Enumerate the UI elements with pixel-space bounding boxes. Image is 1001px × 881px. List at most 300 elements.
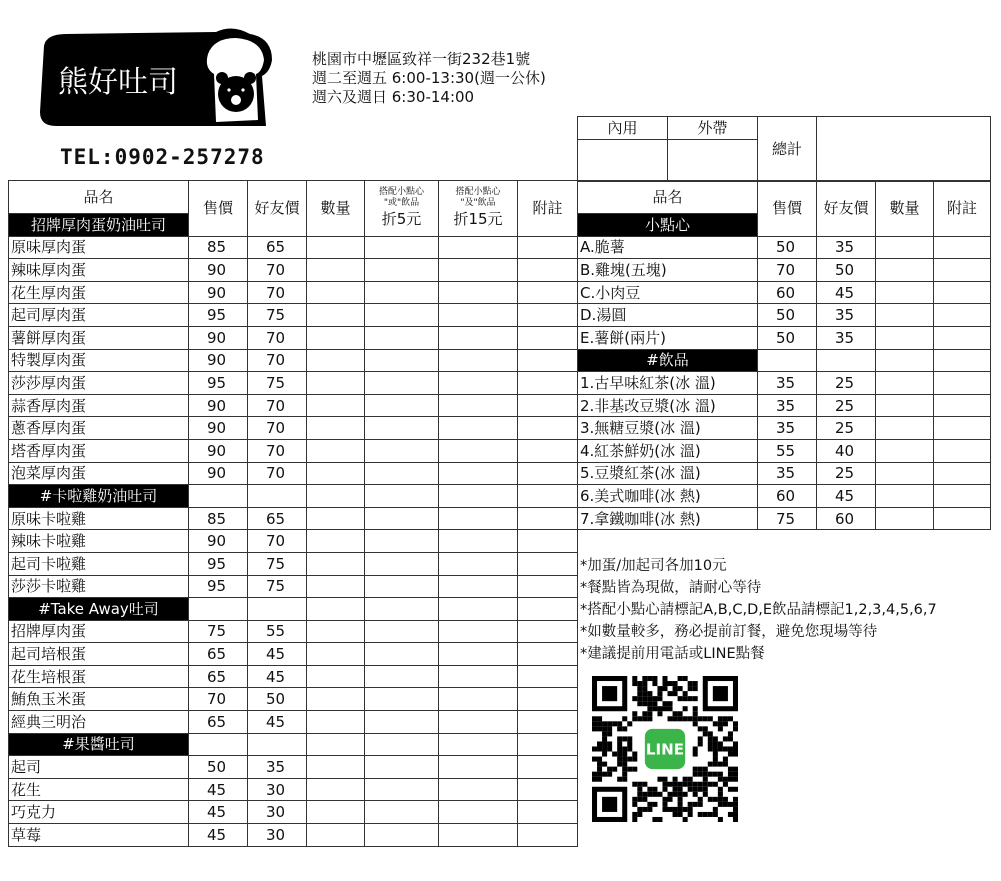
entry-field[interactable] [439,665,518,688]
entry-field[interactable] [518,281,578,304]
combo-or-line1: 搭配小點心 [378,187,424,198]
item-name: 花生 [9,778,189,801]
item-friend-price: 75 [248,372,307,395]
entry-field[interactable] [934,236,991,259]
entry-field[interactable] [365,665,439,688]
qty-field[interactable] [876,485,934,508]
item-name: 巧克力 [9,801,189,824]
qty-field[interactable] [307,507,365,530]
entry-field[interactable] [365,530,439,553]
entry-field[interactable] [518,643,578,666]
table-row [9,417,578,440]
item-price: 90 [189,326,248,349]
entry-field[interactable] [439,281,518,304]
item-name: E.薯餅(兩片) [578,326,758,349]
qty-field[interactable] [307,326,365,349]
entry-field[interactable] [439,756,518,779]
qty-field[interactable] [876,304,934,327]
table-row [9,349,578,372]
entry-field[interactable] [365,236,439,259]
entry-field[interactable] [365,824,439,847]
qty-field[interactable] [307,304,365,327]
qty-field[interactable] [876,281,934,304]
qty-field[interactable] [307,236,365,259]
qty-field[interactable] [876,394,934,417]
entry-field[interactable] [365,507,439,530]
item-name: 莎莎卡啦雞 [9,575,189,598]
item-friend-price: 70 [248,530,307,553]
entry-field[interactable] [365,259,439,282]
qty-field[interactable] [307,575,365,598]
blank-cell [248,598,307,621]
header-name: 品名 [9,181,189,214]
entry-field[interactable] [518,665,578,688]
item-name: 辣味卡啦雞 [9,530,189,553]
note-item: *餐點皆為現做，請耐心等待 [580,580,762,596]
table-row [9,688,578,711]
entry-field[interactable] [934,259,991,282]
table-row [9,575,578,598]
combo-or-line2: "或"飲品 [383,198,420,209]
entry-field[interactable] [439,575,518,598]
qty-field[interactable] [307,756,365,779]
item-price: 65 [189,643,248,666]
qty-field[interactable] [307,349,365,372]
table-row [9,439,578,462]
entry-field[interactable] [365,417,439,440]
item-friend-price: 70 [248,281,307,304]
item-friend-price: 60 [817,507,876,530]
entry-field[interactable] [365,711,439,734]
entry-field[interactable] [439,462,518,485]
entry-field[interactable] [439,326,518,349]
qty-field[interactable] [307,394,365,417]
entry-field[interactable] [934,507,991,530]
qty-field[interactable] [307,530,365,553]
item-price: 35 [758,462,817,485]
item-name: 蒜香厚肉蛋 [9,394,189,417]
blank-cell[interactable] [307,733,365,756]
note-item: *搭配小點心請標記A,B,C,D,E飲品請標記1,2,3,4,5,6,7 [580,602,937,618]
blank-cell[interactable] [876,349,934,372]
qty-field[interactable] [876,507,934,530]
qty-field[interactable] [307,711,365,734]
item-price: 90 [189,530,248,553]
combo-or-line3: 折5元 [381,210,422,229]
item-price: 55 [758,439,817,462]
blank-cell[interactable] [518,598,578,621]
table-row [578,507,991,530]
entry-field[interactable] [439,439,518,462]
entry-field[interactable] [439,394,518,417]
entry-field[interactable] [365,620,439,643]
entry-field[interactable] [518,439,578,462]
note-item: *加蛋/加起司各加10元 [580,558,727,574]
entry-field[interactable] [365,801,439,824]
item-friend-price: 45 [248,711,307,734]
table-row [9,281,578,304]
item-price: 90 [189,259,248,282]
entry-field[interactable] [365,462,439,485]
entry-field[interactable] [934,304,991,327]
item-name: 6.美式咖啡(冰 熱) [578,485,758,508]
item-friend-price: 25 [817,462,876,485]
takeout-label: 外帶 [668,117,758,140]
section-row [578,349,991,372]
entry-field[interactable] [934,394,991,417]
section-header: #果醬吐司 [9,733,189,756]
item-price: 65 [189,711,248,734]
item-price: 60 [758,281,817,304]
item-friend-price: 40 [817,439,876,462]
entry-field[interactable] [365,552,439,575]
item-price: 95 [189,575,248,598]
item-name: 起司厚肉蛋 [9,304,189,327]
item-price: 90 [189,462,248,485]
entry-field[interactable] [518,236,578,259]
item-friend-price: 65 [248,507,307,530]
entry-field[interactable] [518,372,578,395]
qty-field[interactable] [307,801,365,824]
table-row [578,304,991,327]
qty-field[interactable] [307,281,365,304]
blank-cell[interactable] [307,485,365,508]
entry-field[interactable] [439,507,518,530]
item-friend-price: 70 [248,417,307,440]
item-name: 起司 [9,756,189,779]
blank-cell[interactable] [439,733,518,756]
table-row [9,778,578,801]
blank-cell [248,485,307,508]
notes [580,555,937,665]
header-friend-price: 好友價 [248,181,307,237]
phone: TEL:0902-257278 [60,145,265,169]
qty-field[interactable] [307,620,365,643]
entry-field[interactable] [365,688,439,711]
takeout-field[interactable] [668,139,758,181]
header-qty: 數量 [876,181,934,237]
item-name: 辣味厚肉蛋 [9,259,189,282]
section-row [9,598,578,621]
entry-field[interactable] [518,304,578,327]
item-name: 塔香厚肉蛋 [9,439,189,462]
entry-field[interactable] [439,643,518,666]
qty-field[interactable] [307,552,365,575]
qty-field[interactable] [307,462,365,485]
table-row [578,372,991,395]
entry-field[interactable] [439,620,518,643]
item-name: 2.非基改豆漿(冰 溫) [578,394,758,417]
combo-and-line1: 搭配小點心 [455,187,501,198]
entry-field[interactable] [439,236,518,259]
total-field[interactable] [817,117,991,182]
blank-cell[interactable] [365,485,439,508]
combo-and-line3: 折15元 [453,210,503,229]
entry-field[interactable] [518,756,578,779]
blank-cell[interactable] [307,598,365,621]
entry-field[interactable] [365,643,439,666]
note-item: *如數量較多，務必提前訂餐，避免您現場等待 [580,624,878,640]
item-price: 90 [189,394,248,417]
table-row [9,394,578,417]
table-row [9,824,578,847]
entry-field[interactable] [934,485,991,508]
item-friend-price: 70 [248,259,307,282]
blank-cell[interactable] [439,485,518,508]
entry-field[interactable] [934,281,991,304]
qty-field[interactable] [307,439,365,462]
entry-field[interactable] [518,575,578,598]
item-name: 鮪魚玉米蛋 [9,688,189,711]
qty-field[interactable] [307,643,365,666]
item-friend-price: 25 [817,394,876,417]
combo-and-line2: "及"飲品 [460,198,496,209]
qty-field[interactable] [876,372,934,395]
table-row [9,372,578,395]
qty-field[interactable] [876,439,934,462]
table-row [9,530,578,553]
entry-field[interactable] [518,552,578,575]
header-price: 售價 [189,181,248,237]
table-row [9,665,578,688]
item-friend-price: 70 [248,326,307,349]
entry-field[interactable] [365,756,439,779]
entry-field[interactable] [439,530,518,553]
item-friend-price: 35 [817,326,876,349]
qty-field[interactable] [307,417,365,440]
section-row [9,485,578,508]
entry-field[interactable] [518,417,578,440]
item-friend-price: 70 [248,462,307,485]
item-friend-price: 75 [248,552,307,575]
entry-field[interactable] [518,711,578,734]
item-friend-price: 55 [248,620,307,643]
blank-cell[interactable] [934,349,991,372]
item-friend-price: 45 [248,665,307,688]
item-name: 7.拿鐵咖啡(冰 熱) [578,507,758,530]
item-friend-price: 75 [248,304,307,327]
section-header: #卡啦雞奶油吐司 [9,485,189,508]
item-name: 5.豆漿紅茶(冰 溫) [578,462,758,485]
qty-field[interactable] [876,417,934,440]
entry-field[interactable] [518,462,578,485]
hours-weekday: 週二至週五 6:00-13:30(週一公休) [312,69,546,87]
entry-field[interactable] [439,552,518,575]
entry-field[interactable] [365,778,439,801]
table-row [578,439,991,462]
entry-field[interactable] [439,688,518,711]
qty-field[interactable] [876,259,934,282]
item-price: 65 [189,665,248,688]
table-row [578,236,991,259]
entry-field[interactable] [518,688,578,711]
blank-cell [189,733,248,756]
item-price: 45 [189,824,248,847]
entry-field[interactable] [518,326,578,349]
blank-cell[interactable] [365,598,439,621]
entry-field[interactable] [518,801,578,824]
header-note: 附註 [934,181,991,237]
table-row [578,485,991,508]
entry-field[interactable] [439,259,518,282]
left-menu-table [8,180,578,847]
item-price: 70 [189,688,248,711]
item-friend-price: 35 [817,236,876,259]
entry-field[interactable] [934,462,991,485]
table-row [9,507,578,530]
item-friend-price: 25 [817,417,876,440]
entry-field[interactable] [439,372,518,395]
line-qr-code[interactable] [592,676,738,822]
item-name: 1.古早味紅茶(冰 溫) [578,372,758,395]
total-label: 總計 [758,117,817,182]
item-friend-price: 50 [248,688,307,711]
item-price: 95 [189,552,248,575]
item-name: 花生厚肉蛋 [9,281,189,304]
entry-field[interactable] [518,620,578,643]
brand-name: 熊好吐司 [58,65,178,100]
item-price: 95 [189,372,248,395]
section-header: 招牌厚肉蛋奶油吐司 [9,214,189,237]
entry-field[interactable] [365,372,439,395]
section-header: #Take Away吐司 [9,598,189,621]
table-row [9,756,578,779]
item-price: 85 [189,236,248,259]
item-price: 95 [189,304,248,327]
right-menu-table [577,180,991,530]
item-friend-price: 30 [248,824,307,847]
qty-field[interactable] [876,326,934,349]
blank-cell[interactable] [439,598,518,621]
item-price: 70 [758,259,817,282]
item-friend-price: 50 [817,259,876,282]
table-row [9,236,578,259]
qty-field[interactable] [307,824,365,847]
table-row [9,711,578,734]
entry-field[interactable] [518,824,578,847]
note-item: *建議提前用電話或LINE點餐 [580,646,765,662]
item-price: 75 [189,620,248,643]
item-friend-price: 45 [817,281,876,304]
blank-cell [248,733,307,756]
header-combo-and [439,181,518,237]
item-price: 45 [189,801,248,824]
entry-field[interactable] [439,778,518,801]
table-row [578,462,991,485]
entry-field[interactable] [934,326,991,349]
address: 桃園市中壢區致祥一街232巷1號 [312,50,531,68]
entry-field[interactable] [439,304,518,327]
table-row [9,462,578,485]
entry-field[interactable] [439,349,518,372]
brand-logo [36,28,276,130]
qty-field[interactable] [307,259,365,282]
entry-field[interactable] [934,417,991,440]
table-row [9,620,578,643]
hours-weekend: 週六及週日 6:30-14:00 [312,88,475,106]
dine-in-label: 內用 [578,117,668,140]
store-info [312,50,546,107]
entry-field[interactable] [439,824,518,847]
item-name: C.小肉豆 [578,281,758,304]
entry-field[interactable] [518,778,578,801]
item-name: 原味厚肉蛋 [9,236,189,259]
item-price: 90 [189,417,248,440]
item-friend-price: 45 [248,643,307,666]
entry-field[interactable] [365,349,439,372]
entry-field[interactable] [518,394,578,417]
table-row [9,801,578,824]
entry-field[interactable] [439,711,518,734]
entry-field[interactable] [518,349,578,372]
item-price: 50 [189,756,248,779]
blank-cell [758,349,817,372]
entry-field[interactable] [518,507,578,530]
item-name: 起司培根蛋 [9,643,189,666]
entry-field[interactable] [365,575,439,598]
entry-field[interactable] [934,372,991,395]
item-price: 75 [758,507,817,530]
item-name: 薯餅厚肉蛋 [9,326,189,349]
item-name: 經典三明治 [9,711,189,734]
table-row [9,259,578,282]
dine-in-field[interactable] [578,139,668,181]
entry-field[interactable] [439,417,518,440]
entry-field[interactable] [365,281,439,304]
entry-field[interactable] [439,801,518,824]
item-name: 蔥香厚肉蛋 [9,417,189,440]
header-friend-price: 好友價 [817,181,876,237]
item-price: 90 [189,349,248,372]
item-friend-price: 65 [248,236,307,259]
entry-field[interactable] [518,530,578,553]
entry-field[interactable] [518,259,578,282]
table-row [9,326,578,349]
item-friend-price: 45 [817,485,876,508]
qty-field[interactable] [876,462,934,485]
table-row [9,304,578,327]
entry-field[interactable] [365,394,439,417]
entry-field[interactable] [365,304,439,327]
header-price: 售價 [758,181,817,237]
entry-field[interactable] [365,439,439,462]
item-price: 50 [758,236,817,259]
blank-cell[interactable] [365,733,439,756]
qty-field[interactable] [307,778,365,801]
entry-field[interactable] [365,326,439,349]
table-row [578,326,991,349]
item-price: 50 [758,326,817,349]
item-price: 50 [758,304,817,327]
item-friend-price: 30 [248,801,307,824]
item-friend-price: 35 [248,756,307,779]
qty-field[interactable] [307,688,365,711]
blank-cell[interactable] [518,733,578,756]
item-name: 草莓 [9,824,189,847]
qty-field[interactable] [876,236,934,259]
item-name: 特製厚肉蛋 [9,349,189,372]
item-name: 招牌厚肉蛋 [9,620,189,643]
blank-cell[interactable] [518,485,578,508]
item-friend-price: 75 [248,575,307,598]
table-row [578,259,991,282]
qty-field[interactable] [307,665,365,688]
section-header: #飲品 [578,349,758,372]
qty-field[interactable] [307,372,365,395]
entry-field[interactable] [934,439,991,462]
item-name: 起司卡啦雞 [9,552,189,575]
order-box [577,116,991,182]
